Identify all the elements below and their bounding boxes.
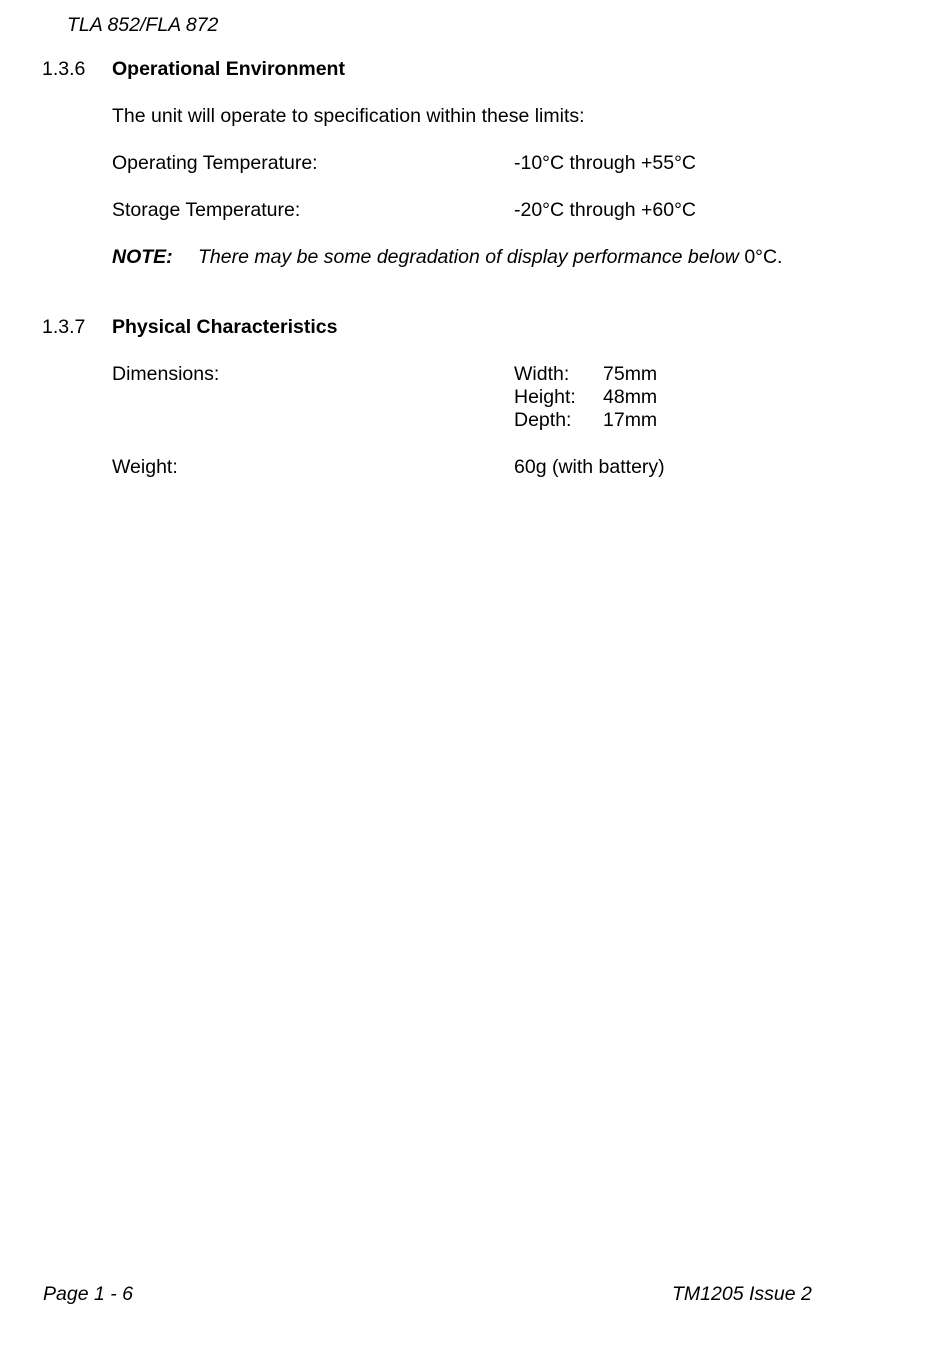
dimension-height-label: Height:: [514, 386, 576, 408]
weight-value: 60g (with battery): [514, 456, 665, 478]
document-reference: TM1205 Issue 2: [672, 1283, 812, 1305]
dimension-width-value: 75mm: [603, 363, 658, 385]
operating-temperature-value: -10°C through +55°C: [514, 152, 696, 174]
storage-temperature-value: -20°C through +60°C: [514, 199, 696, 221]
storage-temperature-label: Storage Temperature:: [112, 199, 301, 221]
dimensions-label: Dimensions:: [112, 363, 220, 385]
operating-temperature-label: Operating Temperature:: [112, 152, 318, 174]
dimension-depth-label: Depth:: [514, 409, 572, 431]
page-number: Page 1 - 6: [43, 1283, 133, 1305]
note-body: [198, 248, 782, 268]
section-number: 1.3.7: [42, 316, 86, 338]
section-intro-text: The unit will operate to specification within these limits:: [112, 105, 585, 127]
note-text: There may be some degradation of display performance below: [198, 246, 739, 268]
section-heading: Physical Characteristics: [112, 316, 338, 338]
weight-label: Weight:: [112, 456, 178, 478]
note-value: 0°C.: [744, 246, 783, 268]
document-header-title: TLA 852/FLA 872: [67, 14, 219, 36]
dimension-height-value: 48mm: [603, 386, 658, 408]
dimension-width-label: Width:: [514, 363, 570, 385]
dimension-depth-value: 17mm: [603, 409, 658, 431]
section-heading: Operational Environment: [112, 58, 345, 80]
section-number: 1.3.6: [42, 58, 86, 80]
note-label: NOTE:: [112, 246, 173, 268]
